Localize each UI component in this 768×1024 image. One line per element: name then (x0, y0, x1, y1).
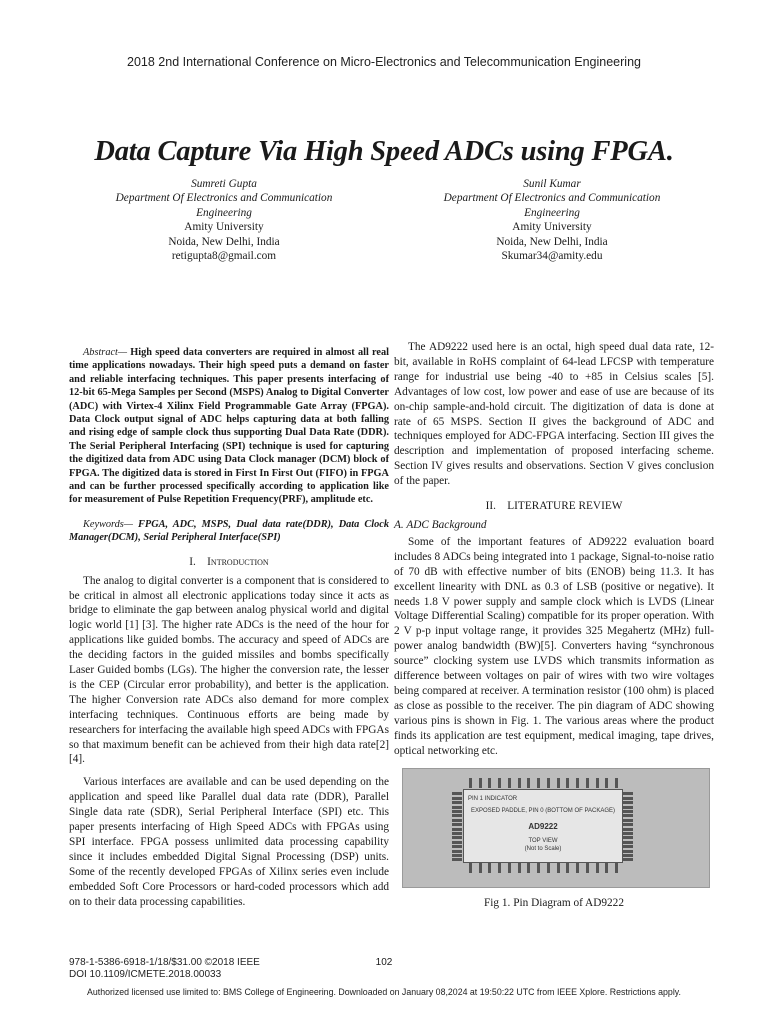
keywords (69, 518, 389, 545)
pin-stub (498, 778, 501, 788)
author-name: Sunil Kumar (523, 178, 581, 190)
figure-caption: Fig 1. Pin Diagram of AD9222 (484, 897, 624, 910)
author-location: Noida, New Delhi, India (496, 235, 608, 248)
pin-stub (566, 778, 569, 788)
pin-stub (518, 778, 521, 788)
body-paragraph: The AD9222 used here is an octal, high speed dual data rate, 12-bit, available in RoHS complaint of 64-lead LFCSP with temperature range for industrial use being -40 to +85 in Celsius scales [5]. Advantages of low cost, low power and ease of use are because of its on-chip sample-and-hold circuit. The digitization of data is done at rate of 65 MSPS. Section II gives the background of ADC and techniques employed for ADC-FPGA interfacing. Section III gives the description and implementation of proposed interfacing scheme. Section IV gives results and observations. Section V gives conclusion of the paper. (394, 341, 714, 488)
section-number: II. (485, 500, 496, 513)
author-email: retigupta8@gmail.com (171, 250, 277, 263)
subsection-heading: A. ADC Background (394, 518, 487, 531)
pin-stub (623, 841, 633, 844)
intro-paragraph: Various interfaces are available and can be used depending on the application and speed like Parallel dual data rate (DDR), Parallel Single data rate (SDR), Serial Peripheral Interface (SPI) etc. This paper presents interfacing of High Speed ADCs with FPGAs using SPI interface. FPGA possess unlimited data processing capability since it includes embedded Digital Signal Processing (DSP) units. Some of the recently developed FPGAs of Xilinx series even include embedded Soft Core Processors or hard-coded processors which add on to their data processing capabilities. (69, 776, 389, 908)
pin-stub (479, 863, 482, 873)
license-notice: Authorized licensed use limited to: BMS College of Engineering. Downloaded on January 08,2024 at 19:50:22 UTC from IEEE Xplore. Restrictions apply. (87, 987, 681, 997)
pin-stub (547, 778, 550, 788)
pin-stub (452, 819, 462, 822)
pin-stub (537, 863, 540, 873)
pin-stub (452, 814, 462, 817)
author-university: Amity University (184, 221, 264, 234)
pin-stub (469, 778, 472, 788)
chip-package (463, 789, 623, 863)
pin-stub (623, 810, 633, 813)
pin-stub (452, 792, 462, 795)
pin-stub (557, 863, 560, 873)
author-dept: Department Of Electronics and Communication (443, 192, 661, 205)
pin-stub (527, 778, 530, 788)
author-dept: Engineering (524, 206, 580, 219)
pin-stub (586, 778, 589, 788)
page-number: 102 (375, 957, 393, 968)
abstract (69, 346, 389, 507)
left-column (69, 340, 389, 910)
pin-stub (498, 863, 501, 873)
view-label: TOP VIEW (528, 838, 558, 845)
pin-stub (508, 778, 511, 788)
section-heading (394, 499, 714, 514)
pin-stub (452, 845, 462, 848)
pin-stub (623, 836, 633, 839)
pin-stub (557, 778, 560, 788)
pin-stub (623, 858, 633, 861)
author-dept: Engineering (196, 206, 252, 219)
author-name: Sumreti Gupta (191, 178, 257, 190)
pin-stub (623, 814, 633, 817)
pin-stub (576, 778, 579, 788)
author-block (84, 177, 364, 263)
pin-stub (623, 801, 633, 804)
pin-stub (623, 792, 633, 795)
intro-paragraph: The analog to digital converter is a component that is considered to be critical in almost all electronic applications today since it acts as bridge to eliminate the gap between analog physical world and digital logic world [1] [3]. The higher rate ADCs is the need of the hour for applications like guided bombs. The accuracy and speed of ADCs are the deciding factors in the guided missiles and bombs specifically Laser Guided bombs (LGs). The higher the conversion rate, the lesser is the CEP (Circular error probability), and better is the application. The higher Conversion rate ADCs also demand for more complex interfacing techniques. Continuous efforts are being made by researchers for interfacing the available high speed ADCs with FPGAs so that maximum benefit can be achieved from their high data rate[2] [4]. (69, 574, 389, 766)
author-dept: Department Of Electronics and Communication (115, 192, 333, 205)
isbn-line: 978-1-5386-6918-1/18/$31.00 ©2018 IEEE (69, 957, 260, 968)
pin-stub (623, 823, 633, 826)
pin-stub (452, 832, 462, 835)
pin-stub (452, 801, 462, 804)
pin-stub (623, 854, 633, 857)
pin-stub (508, 863, 511, 873)
pin-stub (488, 778, 491, 788)
doi-line: DOI 10.1109/ICMETE.2018.00033 (69, 968, 222, 980)
pin-stub (452, 823, 462, 826)
scale-label: (Not to Scale) (524, 846, 562, 853)
section-title: LITERATURE REVIEW (507, 500, 623, 513)
author-email: Skumar34@amity.edu (501, 250, 603, 263)
part-label: AD9222 (528, 822, 558, 832)
section-number: I. (189, 555, 196, 568)
pin-stub (537, 778, 540, 788)
pin-stub (623, 797, 633, 800)
pin-stub (576, 863, 579, 873)
pin-diagram-figure (402, 768, 710, 888)
author-location: Noida, New Delhi, India (168, 235, 280, 248)
pin-stub (452, 836, 462, 839)
pin1-label: PIN 1 INDICATOR (468, 796, 518, 803)
right-column (394, 340, 714, 911)
conference-header: 2018 2nd International Conference on Micro-Electronics and Telecommunication Engineering (127, 55, 641, 69)
pin-stub (452, 858, 462, 861)
abstract-text: High speed data converters are required in almost all real time applications nowadays. Their high speed puts a demand on faster and reliable interfacing techniques. This paper presents interfacing of 12-bit 65-Mega Samples per Second (MSPS) Analog to Digital Converter (ADC) with Virtex-4 Xilinx Field Programmable Gate Array (FPGA). Data Clock output signal of ADC helps capturing data at both falling and rising edge of sample clock thus supporting Dual Data Rate (DDR). The Serial Peripheral Interfacing (SPI) technique is used for capturing the digitized data from ADC using Data Clock manager (DCM) block of FPGA. The digitized data is stored in First In First Out (FIFO) in FPGA and can be further processed specifically according to application like for measurement of Pulse Repetition Frequency(PRF), amplitude etc. (69, 347, 389, 506)
pin-stub (452, 810, 462, 813)
pin-stub (469, 863, 472, 873)
pin-stub (547, 863, 550, 873)
body-paragraph: Some of the important features of AD9222 evaluation board includes 8 ADCs being integrated into 1 package, Signal-to-noise ratio of 70 dB with effective number of bits (ENOB) being 11.3. It has excellent linearity with DNL as 0.3 of LSB (positive or negative). It needs 1.8 V power supply and sample clock which is LVDS (Linear Voltage Differential Scaling) compatible for its proper operation. With 2 V p-p input voltage range, it provides 325 Megahertz (MHz) full-power analog bandwidth (BW)[5]. Converters having “synchronous source” clocking system use LVDS which transmits information as difference between voltages on pair of wires with two wire voltages being compared at receiver. A termination resistor (100 ohm) is placed as close as possible to the receiver. The pin diagram of ADC showing various pins is shown in Fig. 1. The various areas where the product finds its application are test equipment, medical imaging, tape drives, optical networking etc. (394, 535, 714, 757)
paddle-label: EXPOSED PADDLE, PIN 0 (BOTTOM OF PACKAGE) (470, 808, 616, 815)
pin-stub (452, 797, 462, 800)
paper-title: Data Capture Via High Speed ADCs using FPGA. (94, 136, 674, 167)
pin-stub (479, 778, 482, 788)
pin-stub (623, 819, 633, 822)
pin-stub (566, 863, 569, 873)
pin-stub (596, 778, 599, 788)
keywords-text: FPGA, ADC, MSPS, Dual data rate(DDR), Data Clock Manager(DCM), Serial Peripheral Interface(SPI) (69, 518, 389, 544)
pin-stub (452, 828, 462, 831)
pin-stub (623, 850, 633, 853)
pin-stub (452, 854, 462, 857)
section-heading (69, 555, 389, 570)
author-block (412, 177, 692, 263)
pin-stub (452, 806, 462, 809)
pin-stub (605, 778, 608, 788)
keywords-lead: Keywords— (83, 518, 133, 530)
pin-stub (488, 863, 491, 873)
abstract-lead: Abstract— (83, 347, 128, 358)
author-university: Amity University (512, 221, 592, 234)
section-title: Introduction (207, 555, 269, 568)
pin-stub (596, 863, 599, 873)
pin-stub (452, 841, 462, 844)
pin-stub (623, 832, 633, 835)
pin-stub (586, 863, 589, 873)
pin-stub (623, 828, 633, 831)
pin-stub (605, 863, 608, 873)
pin-stub (518, 863, 521, 873)
pin-stub (615, 863, 618, 873)
pin-stub (623, 806, 633, 809)
pin-stub (452, 850, 462, 853)
pin-stub (615, 778, 618, 788)
pin-stub (623, 845, 633, 848)
pin-stub (527, 863, 530, 873)
